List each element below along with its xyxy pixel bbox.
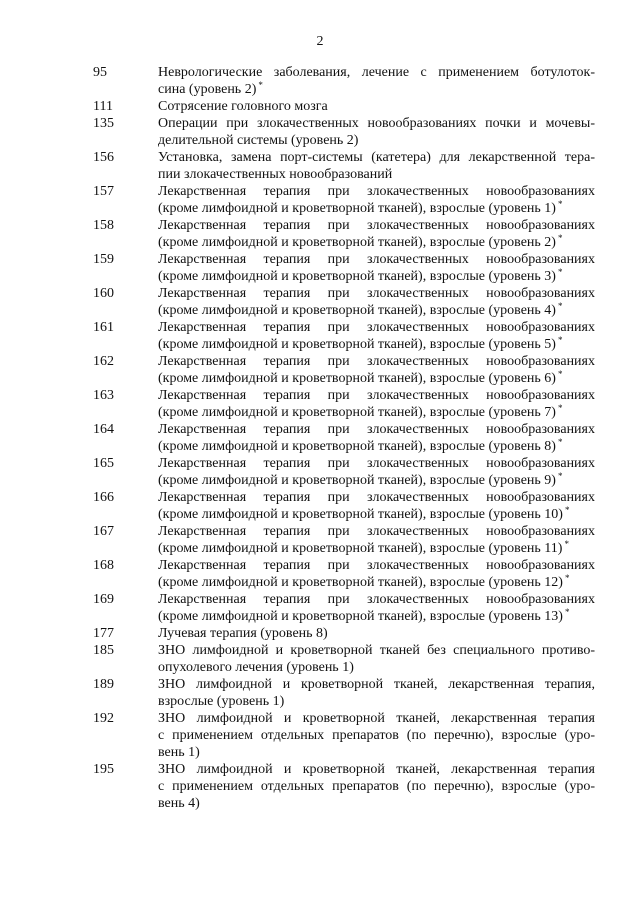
entry-row (93, 523, 595, 557)
entry-code: 164 (93, 422, 114, 437)
entry-description (158, 557, 595, 591)
footnote-mark: * (564, 505, 570, 515)
entry-description (158, 489, 595, 523)
entry-code: 165 (93, 456, 114, 471)
entry-code: 169 (93, 592, 114, 607)
footnote-mark: * (564, 607, 570, 617)
entry-code: 161 (93, 320, 114, 335)
entry-description-line: пии злокачественных новообразований (158, 167, 393, 182)
entry-description-line: (кроме лимфоидной и кроветворной тканей), взрослые (уровень 6) * (158, 369, 563, 386)
entry-description-line: Операции при злокачественных новообразованиях почки и мочевы- (158, 116, 595, 131)
entry-description (158, 64, 595, 98)
entry-description-line: (кроме лимфоидной и кроветворной тканей), взрослые (уровень 13) * (158, 607, 570, 624)
entry-row (93, 251, 595, 285)
entry-row (93, 710, 595, 761)
entry-row (93, 761, 595, 812)
entry-code: 162 (93, 354, 114, 369)
footnote-mark: * (557, 267, 563, 277)
entry-description (158, 455, 595, 489)
entry-description (158, 625, 595, 642)
entry-description (158, 761, 595, 812)
footnote-mark: * (557, 369, 563, 379)
entry-row (93, 115, 595, 149)
entry-description-line: вень 4) (158, 796, 200, 811)
entry-description-line: Лекарственная терапия при злокачественных новообразованиях (158, 320, 595, 335)
entry-description-line: Лекарственная терапия при злокачественных новообразованиях (158, 592, 595, 607)
footnote-mark: * (564, 573, 570, 583)
entry-description-line: Лекарственная терапия при злокачественных новообразованиях (158, 388, 595, 403)
entry-row (93, 319, 595, 353)
entry-description-line: (кроме лимфоидной и кроветворной тканей), взрослые (уровень 3) * (158, 267, 563, 284)
entry-description (158, 319, 595, 353)
entry-code: 192 (93, 711, 114, 726)
footnote-mark: * (557, 471, 563, 481)
entry-description-line: (кроме лимфоидной и кроветворной тканей), взрослые (уровень 1) * (158, 199, 563, 216)
entry-row (93, 217, 595, 251)
entry-description (158, 217, 595, 251)
entry-list (93, 64, 595, 812)
entry-code: 111 (93, 99, 113, 114)
entry-description-line: Неврологические заболевания, лечение с применением ботулоток- (158, 65, 595, 80)
entry-description-line: (кроме лимфоидной и кроветворной тканей), взрослые (уровень 4) * (158, 301, 563, 318)
entry-description-line: с применением отдельных препаратов (по перечню), взрослые (уро- (158, 728, 595, 743)
entry-code: 189 (93, 677, 114, 692)
entry-row (93, 98, 595, 115)
entry-row (93, 353, 595, 387)
entry-row (93, 489, 595, 523)
entry-description-line: взрослые (уровень 1) (158, 694, 285, 709)
entry-description-line: Лекарственная терапия при злокачественных новообразованиях (158, 354, 595, 369)
entry-code: 168 (93, 558, 114, 573)
entry-description-line: ЗНО лимфоидной и кроветворной тканей без специального противо- (158, 643, 595, 658)
entry-code: 158 (93, 218, 114, 233)
entry-description (158, 353, 595, 387)
entry-description-line: делительной системы (уровень 2) (158, 133, 359, 148)
entry-description-line: Установка, замена порт-системы (катетера) для лекарственной тера- (158, 150, 595, 165)
footnote-mark: * (557, 301, 563, 311)
entry-row (93, 285, 595, 319)
entry-description-line: Лекарственная терапия при злокачественных новообразованиях (158, 456, 595, 471)
entry-description (158, 642, 595, 676)
entry-code: 166 (93, 490, 114, 505)
entry-description-line: Лекарственная терапия при злокачественных новообразованиях (158, 184, 595, 199)
entry-row (93, 149, 595, 183)
entry-description-line: Лекарственная терапия при злокачественных новообразованиях (158, 490, 595, 505)
footnote-mark: * (564, 539, 569, 549)
entry-description-line: (кроме лимфоидной и кроветворной тканей), взрослые (уровень 5) * (158, 335, 563, 352)
entry-description-line: Лекарственная терапия при злокачественных новообразованиях (158, 422, 595, 437)
entry-row (93, 183, 595, 217)
entry-description (158, 251, 595, 285)
entry-description-line: (кроме лимфоидной и кроветворной тканей), взрослые (уровень 2) * (158, 233, 563, 250)
entry-row (93, 455, 595, 489)
entry-code: 159 (93, 252, 114, 267)
entry-code: 157 (93, 184, 114, 199)
entry-description (158, 421, 595, 455)
entry-description-line: вень 1) (158, 745, 200, 760)
entry-description (158, 710, 595, 761)
page-number: 2 (316, 34, 324, 49)
footnote-mark: * (557, 403, 563, 413)
entry-description (158, 676, 595, 710)
entry-row (93, 421, 595, 455)
entry-description-line: (кроме лимфоидной и кроветворной тканей), взрослые (уровень 11) * (158, 539, 569, 556)
entry-description (158, 183, 595, 217)
entry-description-line: (кроме лимфоидной и кроветворной тканей), взрослые (уровень 10) * (158, 505, 570, 522)
entry-description (158, 387, 595, 421)
entry-description-line: (кроме лимфоидной и кроветворной тканей), взрослые (уровень 7) * (158, 403, 563, 420)
entry-description-line: Лучевая терапия (уровень 8) (158, 626, 328, 641)
entry-code: 167 (93, 524, 114, 539)
entry-description (158, 149, 595, 183)
entry-description-line: сина (уровень 2) * (158, 80, 263, 97)
entry-row (93, 676, 595, 710)
entry-code: 163 (93, 388, 114, 403)
entry-row (93, 64, 595, 98)
entry-description-line: ЗНО лимфоидной и кроветворной тканей, лекарственная терапия (158, 711, 595, 726)
footnote-mark: * (258, 80, 263, 90)
footnote-mark: * (557, 233, 563, 243)
footnote-mark: * (557, 335, 563, 345)
entry-description (158, 285, 595, 319)
entry-description-line: Сотрясение головного мозга (158, 99, 328, 114)
entry-description-line: (кроме лимфоидной и кроветворной тканей), взрослые (уровень 8) * (158, 437, 563, 454)
entry-description (158, 523, 595, 557)
entry-code: 185 (93, 643, 114, 658)
entry-code: 135 (93, 116, 114, 131)
entry-code: 95 (93, 65, 107, 80)
entry-description-line: (кроме лимфоидной и кроветворной тканей), взрослые (уровень 12) * (158, 573, 570, 590)
entry-code: 177 (93, 626, 114, 641)
entry-description (158, 115, 595, 149)
entry-code: 160 (93, 286, 114, 301)
entry-description-line: (кроме лимфоидной и кроветворной тканей), взрослые (уровень 9) * (158, 471, 563, 488)
entry-description-line: Лекарственная терапия при злокачественных новообразованиях (158, 252, 595, 267)
entry-code: 195 (93, 762, 114, 777)
entry-row (93, 557, 595, 591)
footnote-mark: * (557, 199, 563, 209)
entry-description-line: с применением отдельных препаратов (по перечню), взрослые (уро- (158, 779, 595, 794)
entry-row (93, 591, 595, 625)
entry-description (158, 98, 595, 115)
footnote-mark: * (557, 437, 563, 447)
entry-description-line: Лекарственная терапия при злокачественных новообразованиях (158, 286, 595, 301)
entry-description-line: Лекарственная терапия при злокачественных новообразованиях (158, 558, 595, 573)
entry-description-line: Лекарственная терапия при злокачественных новообразованиях (158, 218, 595, 233)
entry-description (158, 591, 595, 625)
entry-description-line: Лекарственная терапия при злокачественных новообразованиях (158, 524, 595, 539)
entry-row (93, 625, 595, 642)
entry-description-line: опухолевого лечения (уровень 1) (158, 660, 354, 675)
entry-row (93, 642, 595, 676)
entry-row (93, 387, 595, 421)
entry-code: 156 (93, 150, 114, 165)
entry-description-line: ЗНО лимфоидной и кроветворной тканей, лекарственная терапия (158, 762, 595, 777)
entry-description-line: ЗНО лимфоидной и кроветворной тканей, лекарственная терапия, (158, 677, 595, 692)
